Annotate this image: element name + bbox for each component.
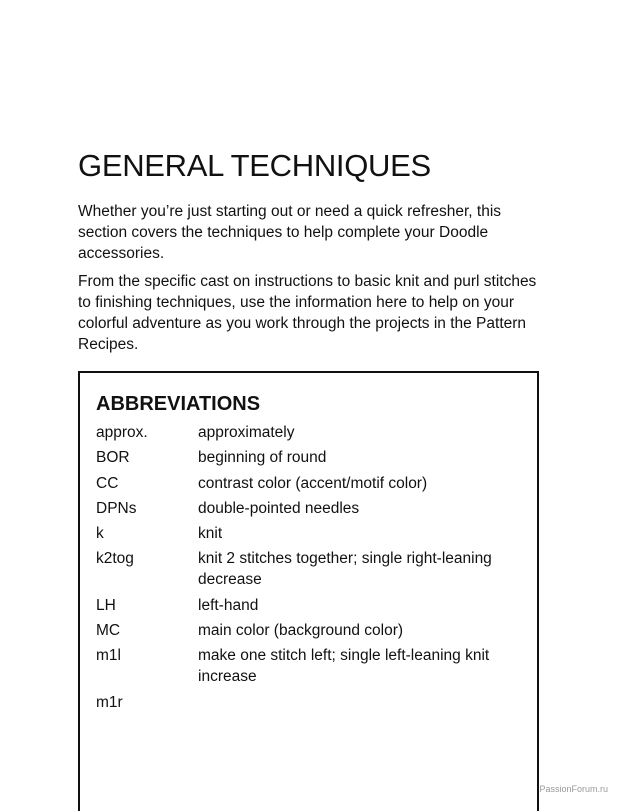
abbreviations-box [78,371,539,811]
intro-paragraph: From the specific cast on instructions to basic knit and purl stitches to finishing techniques, use the information here to help on your colorful adventure as you work through the projects in the Pattern Recipes. [78,273,537,353]
abbreviation-term: m1r [96,693,123,711]
abbreviation-term: approx. [96,424,148,441]
abbreviation-row [96,473,526,494]
abbreviations-list [96,422,526,717]
abbreviation-row [96,595,526,616]
abbreviation-definition: approximately [198,424,295,441]
abbreviation-row [96,523,526,544]
abbreviation-row [96,620,526,641]
abbreviation-row [96,645,526,687]
abbreviation-term: k2tog [96,550,134,568]
watermark: PassionForum.ru [539,784,608,794]
abbreviation-term: k [96,525,104,543]
abbreviation-row [96,422,526,443]
abbreviation-term: BOR [96,449,130,467]
page-title: GENERAL TECHNIQUES [78,148,431,183]
abbreviation-term: m1l [96,647,121,665]
abbreviation-definition: double-pointed needles [198,499,360,517]
abbreviation-row [96,548,526,590]
abbreviation-row [96,692,526,713]
abbreviation-definition: knit 2 stitches together; single right-leaning decrease [198,550,492,589]
abbreviation-definition: beginning of round [198,449,327,467]
abbreviation-definition: contrast color (accent/motif color) [198,474,428,492]
abbreviation-term: MC [96,622,121,640]
abbreviation-definition: main color (background color) [198,622,404,640]
abbreviation-definition: left-hand [198,596,259,614]
abbreviation-definition: make one stitch left; single left-leaning knit increase [198,647,490,686]
abbreviation-definition [198,692,526,713]
abbreviation-term: CC [96,474,119,492]
abbreviation-row [96,498,526,519]
abbreviations-heading: ABBREVIATIONS [96,393,261,415]
abbreviation-term: LH [96,596,116,614]
intro-paragraph: Whether you’re just starting out or need a quick refresher, this section covers the techniques to help complete your Doodle accessories. [78,203,502,262]
abbreviation-definition: knit [198,525,223,543]
abbreviation-row [96,447,526,468]
abbreviation-term: DPNs [96,499,137,517]
